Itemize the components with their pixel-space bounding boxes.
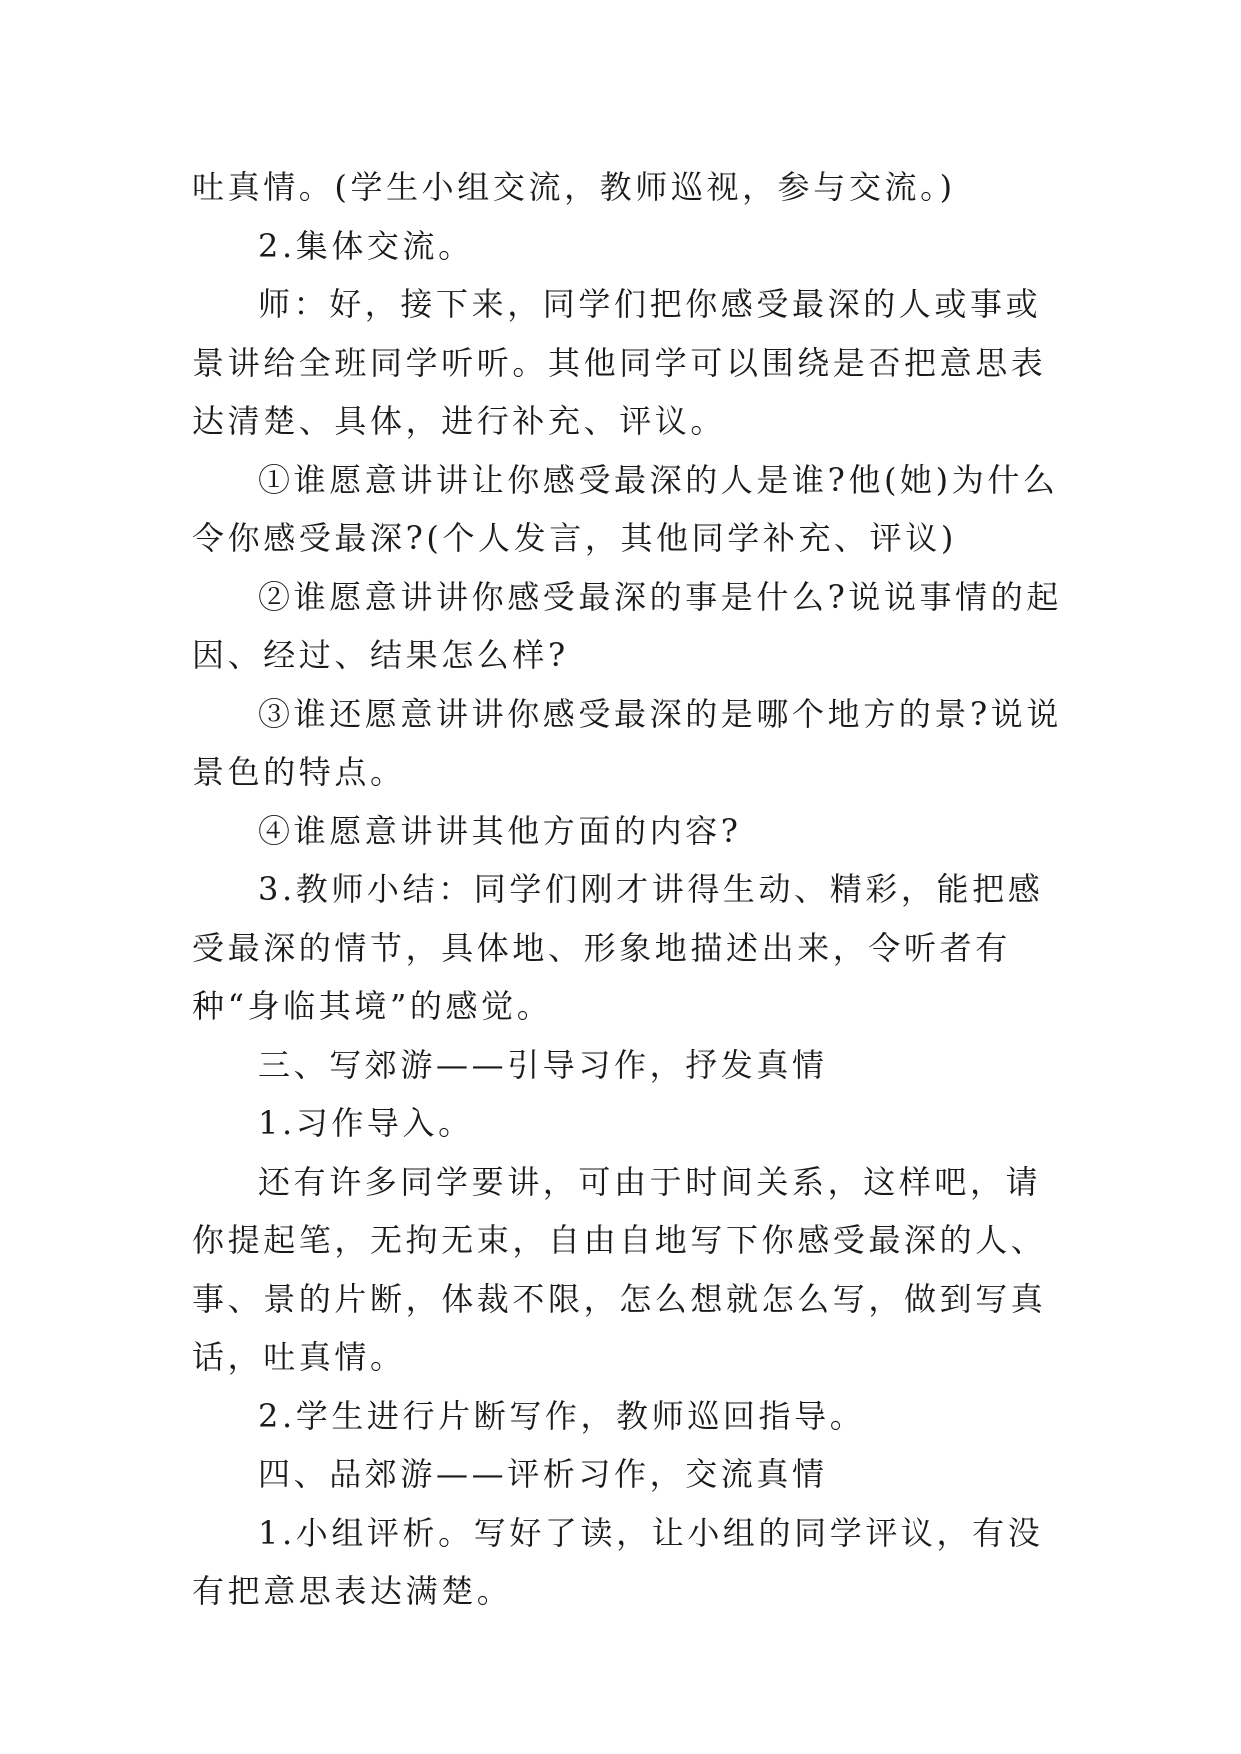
paragraph-question-scenery: ③谁还愿意讲讲你感受最深的是哪个地方的景?说说景色的特点。 (192, 694, 1062, 791)
paragraph-teacher-summary: 3.教师小结：同学们刚才讲得生动、精彩，能把感受最深的情节，具体地、形象地描述出来，令听者有种“身临其境”的感觉。 (192, 870, 1044, 1025)
paragraph-student-writing: 2.学生进行片断写作，教师巡回指导。 (258, 1396, 866, 1435)
paragraph-teacher-prompt: 师：好，接下来，同学们把你感受最深的人或事或景讲给全班同学听听。其他同学可以围绕是否把意思表达清楚、具体，进行补充、评议。 (192, 285, 1047, 440)
paragraph-question-person: ①谁愿意讲讲让你感受最深的人是谁?他(她)为什么令你感受最深?(个人发言，其他同学补充、评议) (192, 460, 1059, 557)
paragraph-group-review: 1.小组评析。写好了读，让小组的同学评议，有没有把意思表达满楚。 (192, 1513, 1044, 1610)
section-heading-three: 三、写郊游——引导习作，抒发真情 (258, 1045, 828, 1084)
paragraph-writing-intro: 1.习作导入。 (258, 1104, 474, 1142)
paragraph-writing-instructions: 还有许多同学要讲，可由于时间关系，这样吧，请你提起笔，无拘无束，自由自地写下你感受最深的人、事、景的片断，体裁不限，怎么想就怎么写，做到写真话，吐真情。 (192, 1162, 1047, 1376)
paragraph-question-other: ④谁愿意讲讲其他方面的内容? (258, 811, 742, 850)
paragraph-continuation: 吐真情。(学生小组交流，教师巡视，参与交流。) (192, 168, 956, 206)
paragraph-collective-exchange: 2.集体交流。 (258, 226, 474, 265)
paragraph-question-event: ②谁愿意讲讲你感受最深的事是什么?说说事情的起因、经过、结果怎么样? (192, 577, 1062, 674)
section-heading-four: 四、品郊游——评析习作，交流真情 (258, 1455, 828, 1493)
document-body (192, 158, 1072, 1621)
